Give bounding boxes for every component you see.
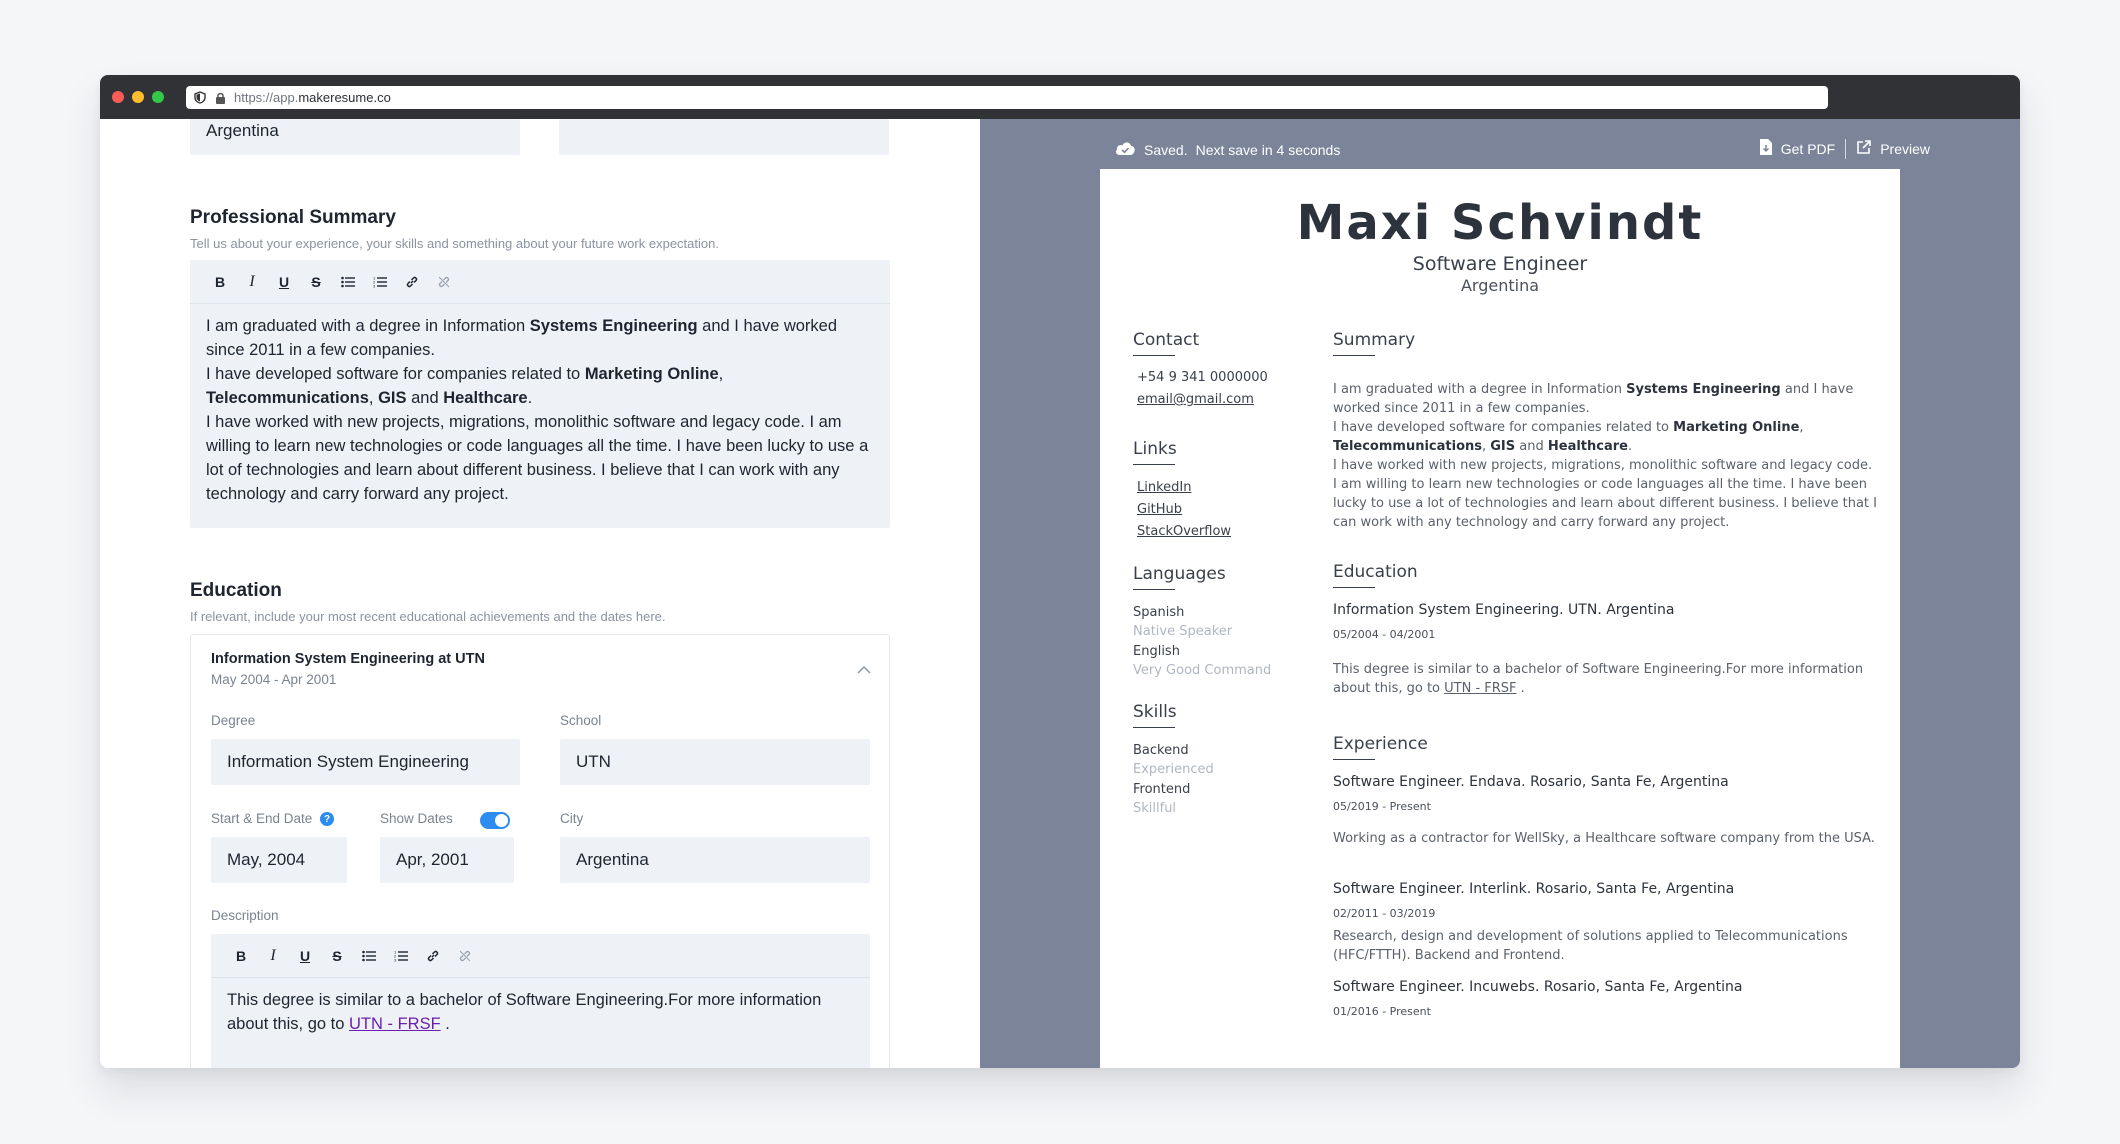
resume-editor (100, 119, 980, 1068)
summary-content[interactable] (190, 304, 890, 516)
summary-rich-text-editor[interactable] (190, 260, 890, 528)
education-entry-dates: May 2004 - Apr 2001 (211, 672, 337, 687)
underline-icon[interactable]: U (299, 947, 311, 964)
preview-button[interactable] (1856, 139, 1930, 158)
experience-heading: Experience (1333, 734, 1428, 760)
resume-role: Software Engineer (1412, 253, 1588, 275)
degree-value: Information System Engineering (227, 752, 469, 771)
saved-text: Saved. (1144, 141, 1188, 158)
start-date-input[interactable] (211, 837, 347, 883)
unlink-icon[interactable] (428, 268, 460, 296)
svg-text:1: 1 (373, 275, 376, 280)
linkedin-link[interactable]: LinkedIn (1137, 480, 1192, 495)
actions-divider (1845, 139, 1846, 159)
bullet-list-icon[interactable] (353, 942, 385, 970)
job-dates: 02/2011 - 03/2019 (1333, 907, 1436, 920)
description-label: Description (211, 908, 279, 923)
job-dates: 05/2019 - Present (1333, 800, 1431, 813)
svg-text:3: 3 (373, 283, 376, 288)
utn-frsf-preview-link[interactable]: UTN - FRSF (1444, 681, 1517, 696)
resume-name: Maxi Schvindt (1296, 195, 1704, 251)
end-date-input[interactable] (380, 837, 514, 883)
strikethrough-icon[interactable]: S (332, 947, 342, 964)
language-level: Native Speaker (1133, 624, 1233, 639)
maximize-window-button[interactable] (152, 91, 164, 103)
strikethrough-icon[interactable]: S (311, 273, 321, 290)
show-dates-toggle[interactable] (480, 812, 510, 829)
city-input[interactable] (560, 837, 870, 883)
empty-field[interactable] (559, 119, 889, 155)
job-dates: 01/2016 - Present (1333, 1005, 1431, 1018)
languages-heading: Languages (1133, 564, 1226, 590)
unlink-icon[interactable] (449, 942, 481, 970)
underline-icon[interactable]: U (278, 273, 290, 290)
browser-window (100, 75, 2020, 1068)
stackoverflow-link[interactable]: StackOverflow (1137, 524, 1232, 539)
show-dates-label: Show Dates (380, 811, 453, 826)
summary-text: I am graduated with a degree in Information Systems Engineering and I have worked since 2011 in a few companies. I have developed software for companies related to Marketing Online, Telecommunications, GIS and Healthcare. I have worked with new projects, migrations, monolithic software and legacy code. I am willing to learn new technologies or code languages all the time. I have been lucky to use a lot of technologies and learn about different business. I believe that I can work with any technology and carry forward any project. (1333, 382, 1877, 530)
skills-heading: Skills (1133, 702, 1177, 728)
description-toolbar (211, 934, 870, 978)
url-text (234, 90, 391, 105)
degree-input[interactable] (211, 739, 520, 785)
professional-summary-title: Professional Summary (190, 207, 396, 228)
browser-chrome (100, 75, 2020, 119)
preview-label: Preview (1880, 140, 1930, 157)
job-title: Software Engineer. Incuwebs. Rosario, Santa Fe, Argentina (1333, 979, 1743, 995)
summary-paragraph-3: I have worked with new projects, migrations, monolithic software and legacy code. I am willing to learn new technologies or code languages all the time. I have been lucky to use a lot of technologies and learn about different business. I believe that I can work with any technology and carry forward any project. (206, 413, 869, 503)
education-entry-title[interactable]: Information System Engineering at UTN (211, 651, 485, 667)
close-window-button[interactable] (112, 91, 124, 103)
skill-name: Backend (1133, 743, 1189, 758)
education-heading: Education (1333, 562, 1418, 588)
education-entry: Information System Engineering. UTN. Argentina (1333, 602, 1675, 618)
italic-icon[interactable]: I (270, 946, 276, 964)
job-description: Working as a contractor for WellSky, a Healthcare software company from the USA. (1333, 831, 1875, 846)
end-date-value: Apr, 2001 (396, 850, 469, 869)
url-host: makeresume.co (298, 90, 391, 105)
resume-preview-panel (980, 119, 2020, 1068)
description-content[interactable]: This degree is similar to a bachelor of Software Engineering.For more information about this, go to UTN - FRSF . (227, 991, 822, 1033)
numbered-list-icon[interactable] (385, 942, 417, 970)
country-field[interactable] (190, 119, 520, 155)
cloud-check-icon (1114, 140, 1136, 159)
bullet-list-icon[interactable] (332, 268, 364, 296)
skill-level: Experienced (1133, 762, 1214, 777)
language-name: Spanish (1133, 605, 1185, 620)
city-label: City (560, 811, 584, 826)
start-date-value: May, 2004 (227, 850, 306, 869)
degree-label: Degree (211, 713, 256, 728)
skill-level: Skillful (1133, 801, 1177, 816)
description-rich-text-editor[interactable] (211, 934, 870, 1068)
education-dates: 05/2004 - 04/2001 (1333, 628, 1436, 641)
phone: +54 9 341 0000000 (1137, 370, 1268, 385)
url-scheme: https://app. (234, 90, 299, 105)
contact-heading: Contact (1133, 330, 1199, 356)
job-title: Software Engineer. Interlink. Rosario, Santa Fe, Argentina (1333, 881, 1735, 897)
help-icon[interactable]: ? (320, 812, 334, 826)
email-link[interactable]: email@gmail.com (1137, 392, 1254, 407)
numbered-list-icon[interactable] (364, 268, 396, 296)
education-entry-card (190, 634, 890, 1068)
education-title: Education (190, 580, 282, 601)
lock-icon (212, 90, 228, 106)
summary-paragraph-1: I am graduated with a degree in Information Systems Engineering and I have worked since 2011 in a few companies. (206, 317, 838, 359)
minimize-window-button[interactable] (132, 91, 144, 103)
utn-frsf-link[interactable]: UTN - FRSF (349, 1015, 441, 1033)
link-icon[interactable] (396, 268, 428, 296)
italic-icon[interactable]: I (249, 272, 255, 290)
country-value: Argentina (206, 121, 279, 140)
school-input[interactable] (560, 739, 870, 785)
get-pdf-button[interactable] (1759, 138, 1835, 159)
summary-paragraph-2: I have developed software for companies related to Marketing Online, Telecommunications, GIS and Healthcare. (206, 365, 724, 407)
external-link-icon (1856, 139, 1872, 158)
address-bar[interactable] (186, 86, 1828, 109)
svg-text:3: 3 (394, 957, 397, 962)
bold-icon[interactable]: B (235, 947, 247, 964)
school-label: School (560, 713, 602, 728)
next-save-text: Next save in 4 seconds (1195, 141, 1341, 158)
svg-text:1: 1 (394, 949, 397, 954)
bold-icon[interactable]: B (214, 273, 226, 290)
job-description: Research, design and development of solutions applied to Telecommunications (HFC/FTTH). Backend and Frontend. (1333, 929, 1848, 963)
start-end-date-label: Start & End Date (211, 811, 313, 826)
resume-paper (1100, 169, 1900, 1068)
summary-heading: Summary (1333, 330, 1415, 356)
professional-summary-subtitle: Tell us about your experience, your skills and something about your future work expectation. (190, 236, 719, 251)
resume-location: Argentina (1460, 276, 1540, 295)
school-value: UTN (576, 752, 611, 771)
language-name: English (1133, 644, 1180, 659)
get-pdf-label: Get PDF (1780, 140, 1836, 157)
education-description: This degree is similar to a bachelor of Software Engineering.For more information about this, go to UTN - FRSF . (1333, 662, 1864, 696)
preview-actions (1759, 138, 1930, 159)
save-status (1114, 140, 1340, 159)
links-heading: Links (1133, 439, 1177, 465)
skill-name: Frontend (1133, 782, 1191, 797)
summary-toolbar (190, 260, 890, 304)
github-link[interactable]: GitHub (1137, 502, 1183, 517)
link-icon[interactable] (417, 942, 449, 970)
shield-icon (192, 90, 208, 106)
svg-text:2: 2 (394, 953, 397, 958)
chevron-up-icon[interactable] (857, 661, 871, 679)
city-value: Argentina (576, 850, 649, 869)
job-title: Software Engineer. Endava. Rosario, Santa Fe, Argentina (1333, 774, 1729, 790)
pdf-download-icon (1759, 138, 1773, 159)
language-level: Very Good Command (1133, 663, 1272, 678)
svg-text:2: 2 (373, 279, 376, 284)
education-subtitle: If relevant, include your most recent educational achievements and the dates here. (190, 609, 666, 624)
